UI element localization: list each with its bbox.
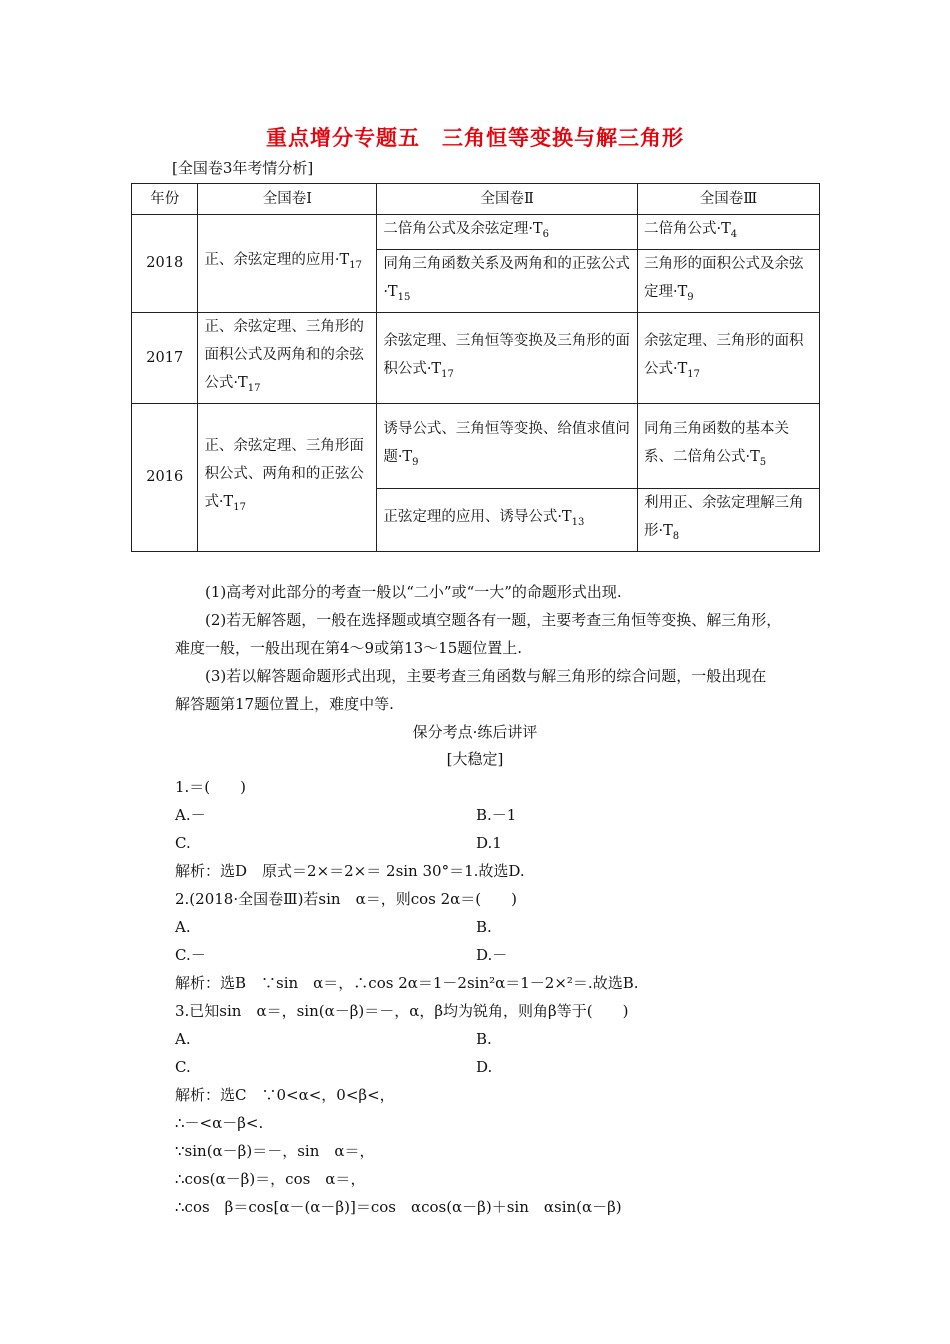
option-a: A.	[175, 1030, 191, 1048]
solution-line: 解析：选C ∵0<α<，0<β<，	[175, 1086, 395, 1104]
year-cell: 2016	[132, 403, 198, 551]
question-1-solution: 解析：选D 原式＝2×＝2×＝ 2sin 30°＝1.故选D.	[175, 862, 525, 880]
table-cell: 正、余弦定理、三角形面积公式、两角和的正弦公式$\cdot T_{17}$	[198, 403, 377, 551]
note-3: (3)若以解答题命题形式出现，主要考查三角函数与解三角形的综合问题，一般出现在	[205, 667, 767, 685]
table-cell: 正、余弦定理、三角形的面积公式及两角和的余弦公式$\cdot T_{17}$	[198, 312, 377, 403]
question-2-solution: 解析：选B ∵sin α＝，∴cos 2α＝1－2sin²α＝1－2×²＝.故选B.	[175, 974, 639, 992]
analysis-subheading: [全国卷3年考情分析]	[172, 159, 314, 177]
solution-line: ∵sin(α－β)＝－，sin α＝，	[175, 1142, 375, 1160]
section-heading: 保分考点·练后讲评	[412, 723, 538, 741]
question-1-stem: 1.＝( )	[175, 778, 247, 796]
table-cell: 三角形的面积公式及余弦定理$\cdot T_9$	[638, 249, 820, 312]
table-row	[132, 215, 820, 250]
solution-line: ∴－<α－β<.	[175, 1114, 264, 1132]
question-2-stem: 2.(2018·全国卷Ⅲ)若sin α＝，则cos 2α＝( )	[175, 890, 517, 908]
table-cell: 二倍角公式$\cdot T_4$	[638, 215, 820, 250]
option-c: C.	[175, 1058, 191, 1076]
option-a: A.－	[175, 806, 206, 824]
table-cell: 正、余弦定理的应用$\cdot T_{17}$	[198, 215, 377, 313]
option-d: D.	[476, 1058, 493, 1076]
option-c: C.－	[175, 946, 206, 964]
table-row	[132, 312, 820, 403]
exam-analysis-table	[131, 183, 820, 552]
note-1: (1)高考对此部分的考查一般以“二小”或“一大”的命题形式出现.	[205, 583, 622, 601]
note-2: (2)若无解答题，一般在选择题或填空题各有一题，主要考查三角恒等变换、解三角形，	[205, 611, 782, 629]
option-d: D.－	[476, 946, 508, 964]
table-cell: 二倍角公式及余弦定理$\cdot T_6$	[377, 215, 638, 250]
question-3-stem: 3.已知sin α＝，sin(α－β)＝－，α，β均为锐角，则角β等于( )	[175, 1002, 629, 1020]
option-b: B.－1	[476, 806, 517, 824]
solution-line: ∴cos(α－β)＝，cos α＝，	[175, 1170, 366, 1188]
table-row	[132, 403, 820, 488]
year-cell: 2018	[132, 215, 198, 313]
section-subheading: [大稳定]	[446, 750, 504, 768]
table-cell: 利用正、余弦定理解三角形$\cdot T_8$	[638, 488, 820, 551]
option-d: D.1	[476, 834, 502, 852]
option-a: A.	[175, 918, 191, 936]
option-b: B.	[476, 918, 492, 936]
note-3-cont: 解答题第17题位置上，难度中等.	[175, 695, 394, 713]
option-c: C.	[175, 834, 191, 852]
table-cell: 正弦定理的应用、诱导公式$\cdot T_{13}$	[377, 488, 638, 551]
table-cell: 余弦定理、三角恒等变换及三角形的面积公式$\cdot T_{17}$	[377, 312, 638, 403]
table-cell: 诱导公式、三角恒等变换、给值求值问题$\cdot T_9$	[377, 403, 638, 488]
table-cell: 同角三角函数关系及两角和的正弦公式$\cdot T_{15}$	[377, 249, 638, 312]
header-paper-2: 全国卷Ⅱ	[377, 184, 638, 215]
page-title: 重点增分专题五 三角恒等变换与解三角形	[266, 126, 684, 150]
table-cell: 同角三角函数的基本关系、二倍角公式$\cdot T_5$	[638, 403, 820, 488]
header-paper-1: 全国卷Ⅰ	[198, 184, 377, 215]
header-paper-3: 全国卷Ⅲ	[638, 184, 820, 215]
table-header-row	[132, 184, 820, 215]
header-year: 年份	[132, 184, 198, 215]
table-cell: 余弦定理、三角形的面积公式$\cdot T_{17}$	[638, 312, 820, 403]
year-cell: 2017	[132, 312, 198, 403]
option-b: B.	[476, 1030, 492, 1048]
solution-line: ∴cos β＝cos[α－(α－β)]＝cos αcos(α－β)＋sin αsin(α－β)	[175, 1198, 622, 1216]
note-2-cont: 难度一般，一般出现在第4～9或第13～15题位置上.	[175, 639, 523, 657]
